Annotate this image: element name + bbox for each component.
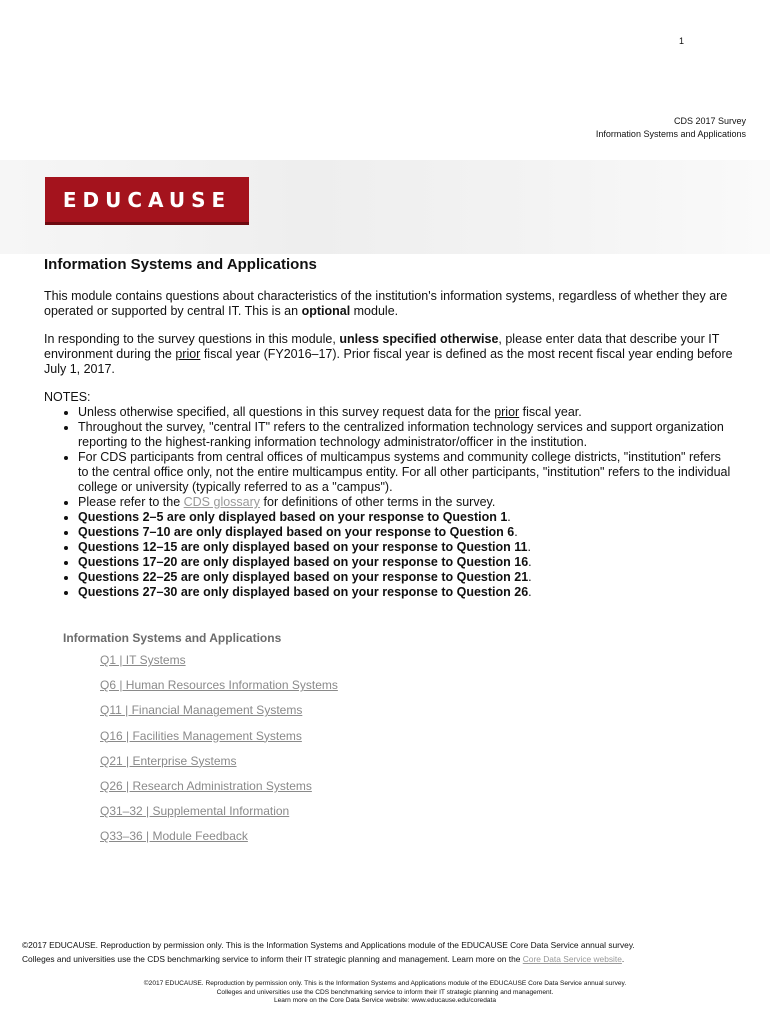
- small-footer-line-2: Colleges and universities use the CDS benchmarking service to inform their IT strategic planning and management.: [216, 988, 554, 996]
- toc-link-q16[interactable]: Q16 | Facilities Management Systems: [100, 728, 302, 743]
- educause-logo: [45, 177, 249, 225]
- note-item: • Unless otherwise specified, all questions in this survey request data for the prior fiscal year.: [78, 405, 734, 420]
- table-of-contents: [63, 631, 338, 855]
- toc-link-list: [63, 653, 338, 855]
- toc-link-q11[interactable]: Q11 | Financial Management Systems: [100, 703, 303, 718]
- note-item: • Questions 12–15 are only displayed based on your response to Question 11.: [78, 540, 734, 555]
- note-item: • Questions 7–10 are only displayed based on your response to Question 6.: [78, 525, 734, 540]
- survey-name: CDS 2017 Survey: [673, 116, 746, 126]
- toc-link-q33[interactable]: Q33–36 | Module Feedback: [100, 829, 248, 844]
- logo-text: EDUCAUSE: [62, 187, 232, 212]
- footer-line-1: ©2017 EDUCAUSE. Reproduction by permission only. This is the Information Systems and Applications module of the EDUCAUSE Core Data Service annual survey.: [22, 940, 635, 950]
- notes-heading: NOTES:: [44, 390, 91, 404]
- module-name: Information Systems and Applications: [595, 129, 746, 139]
- toc-link-q1[interactable]: Q1 | IT Systems: [100, 653, 186, 667]
- cds-glossary-link[interactable]: CDS glossary: [183, 495, 261, 509]
- note-item: • Questions 2–5 are only displayed based on your response to Question 1.: [78, 510, 734, 525]
- toc-link-q31[interactable]: Q31–32 | Supplemental Information: [100, 804, 290, 819]
- toc-link-q21[interactable]: Q21 | Enterprise Systems: [100, 753, 237, 768]
- footer: [22, 938, 752, 966]
- note-item: • For CDS participants from central offices of multicampus systems and community college districts, "institution" refers to the central office only, not the entire multicampus entity. For all other participants, "institution" refers to the individual college or university (typically referred to as a "campus").: [78, 450, 734, 495]
- note-item: • Questions 27–30 are only displayed based on your response to Question 26.: [78, 585, 734, 600]
- intro-paragraph-2: In responding to the survey questions in this module, unless specified otherwise, please enter data that describe your IT environment during the prior fiscal year (FY2016–17). Prior fiscal year is defined as the most recent fiscal year ending before July 1, 2017.: [44, 332, 733, 376]
- small-footer-line-3: Learn more on the Core Data Service website: www.educause.edu/coredata: [273, 997, 497, 1004]
- note-item: • Please refer to the CDS glossary for definitions of other terms in the survey.: [78, 495, 734, 510]
- page-number: 1: [678, 36, 684, 46]
- page-title: Information Systems and Applications: [44, 256, 317, 273]
- intro-paragraph-1: This module contains questions about characteristics of the institution's information systems, regardless of whether they are operated or supported by central IT. This is an optional module.: [44, 289, 728, 318]
- toc-link-q6[interactable]: Q6 | Human Resources Information Systems: [100, 678, 338, 693]
- core-data-service-link[interactable]: Core Data Service website: [522, 954, 622, 964]
- toc-title: Information Systems and Applications: [63, 631, 282, 645]
- page-footer-small: [0, 980, 770, 1006]
- toc-link-q26[interactable]: Q26 | Research Administration Systems: [100, 778, 312, 793]
- note-item: • Throughout the survey, "central IT" refers to the centralized information technology services and support organization reporting to the highest-ranking information technology administrator/officer in the institution.: [78, 420, 734, 450]
- footer-line-2: Colleges and universities use the CDS benchmarking service to inform their IT strategic planning and management. Learn more on the Core Data Service website.: [22, 954, 625, 964]
- note-item: • Questions 17–20 are only displayed based on your response to Question 16.: [78, 555, 734, 570]
- note-item: • Questions 22–25 are only displayed based on your response to Question 21.: [78, 570, 734, 585]
- notes-list: [44, 405, 734, 600]
- small-footer-line-1: ©2017 EDUCAUSE. Reproduction by permission only. This is the Information Systems and Applications module of the EDUCAUSE Core Data Service annual survey.: [143, 980, 627, 987]
- module-content: [44, 289, 734, 600]
- survey-header: [596, 115, 746, 141]
